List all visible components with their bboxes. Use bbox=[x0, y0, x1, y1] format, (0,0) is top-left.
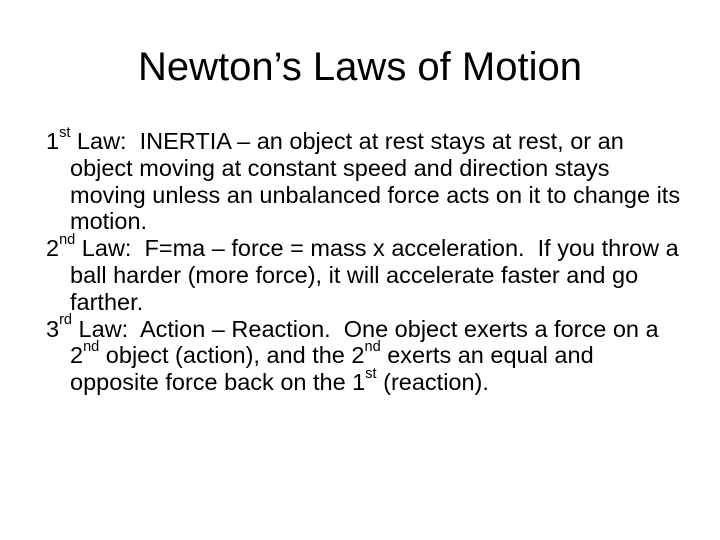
law-2 bbox=[46, 231, 686, 315]
slide-body bbox=[46, 124, 687, 396]
law-3-text-d: (reaction). bbox=[376, 369, 489, 396]
law-3-sup-a: nd bbox=[83, 338, 100, 355]
slide-title: Newton’s Laws of Motion bbox=[138, 45, 582, 89]
law-3-text-b: object (action), and the 2 bbox=[99, 342, 365, 369]
law-2-ordinal: nd bbox=[59, 231, 76, 248]
law-3-text-a: Law: Action – Reaction. One object exerts a force on a 2 bbox=[70, 315, 666, 369]
law-1 bbox=[46, 124, 687, 235]
law-1-text: Law: INERTIA – an object at rest stays at rest, or an object moving at constant speed and direction stays moving unless an unbalanced force acts on it to change its motion. bbox=[70, 128, 687, 235]
law-3-number: 3 bbox=[46, 315, 60, 342]
law-2-number: 2 bbox=[46, 235, 60, 262]
law-3-sup-c: st bbox=[365, 365, 377, 382]
law-1-number: 1 bbox=[46, 128, 60, 154]
law-3-ordinal: rd bbox=[59, 312, 73, 329]
law-3-sup-b: nd bbox=[364, 338, 381, 355]
law-1-ordinal: st bbox=[59, 124, 71, 141]
law-2-text: Law: F=ma – force = mass x acceleration. If you throw a ball harder (more force), it will accelerate faster and go farther. bbox=[70, 235, 686, 315]
law-3 bbox=[46, 312, 686, 396]
law-3-text-c: exerts an equal and opposite force back on the 1 bbox=[70, 342, 601, 396]
